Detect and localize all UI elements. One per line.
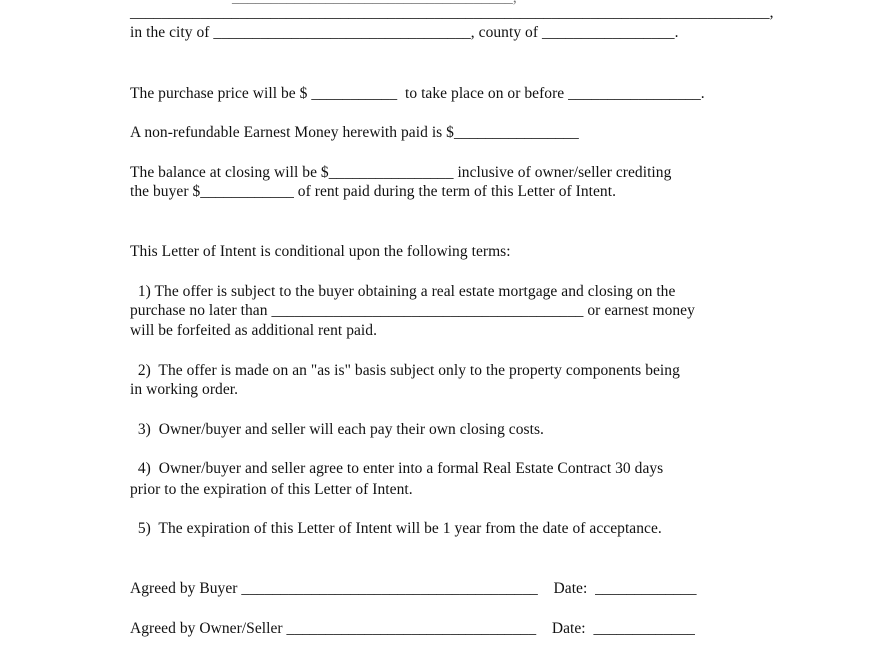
term-4-line-1: 4) Owner/buyer and seller agree to enter into a formal Real Estate Contract 30 days xyxy=(130,460,664,477)
agreed-by-buyer-line: Agreed by Buyer ______________________________________ Date: _____________ xyxy=(130,580,697,597)
balance-line-1: The balance at closing will be $________________ inclusive of owner/seller crediting xyxy=(130,164,672,181)
purchase-price-line: The purchase price will be $ ___________ to take place on or before _________________. xyxy=(130,85,705,102)
balance-line-2: the buyer $____________ of rent paid during the term of this Letter of Intent. xyxy=(130,183,617,200)
earnest-money-line: A non-refundable Earnest Money herewith paid is $________________ xyxy=(130,124,579,141)
term-2-line-1: 2) The offer is made on an "as is" basis subject only to the property components being xyxy=(130,362,680,379)
term-1-line-2: purchase no later than ________________________________________ or earnest money xyxy=(130,302,695,319)
term-3-line-1: 3) Owner/buyer and seller will each pay their own closing costs. xyxy=(130,421,544,438)
term-1-line-3: will be forfeited as additional rent paid. xyxy=(130,322,378,339)
city-county-line: in the city of _________________________________, county of _________________. xyxy=(130,24,679,41)
term-2-line-2: in working order. xyxy=(130,381,239,398)
term-4-line-2: prior to the expiration of this Letter of Intent. xyxy=(130,481,413,498)
agreed-by-seller-line: Agreed by Owner/Seller ________________________________ Date: _____________ xyxy=(130,620,695,637)
term-1-line-1: 1) The offer is subject to the buyer obtaining a real estate mortgage and closing on the xyxy=(130,283,676,300)
terms-intro: This Letter of Intent is conditional upon the following terms: xyxy=(130,243,511,260)
property-address-blank: __________________________________________________________________________________, xyxy=(130,4,774,21)
term-5-line-1: 5) The expiration of this Letter of Intent will be 1 year from the date of acceptance. xyxy=(130,520,662,537)
